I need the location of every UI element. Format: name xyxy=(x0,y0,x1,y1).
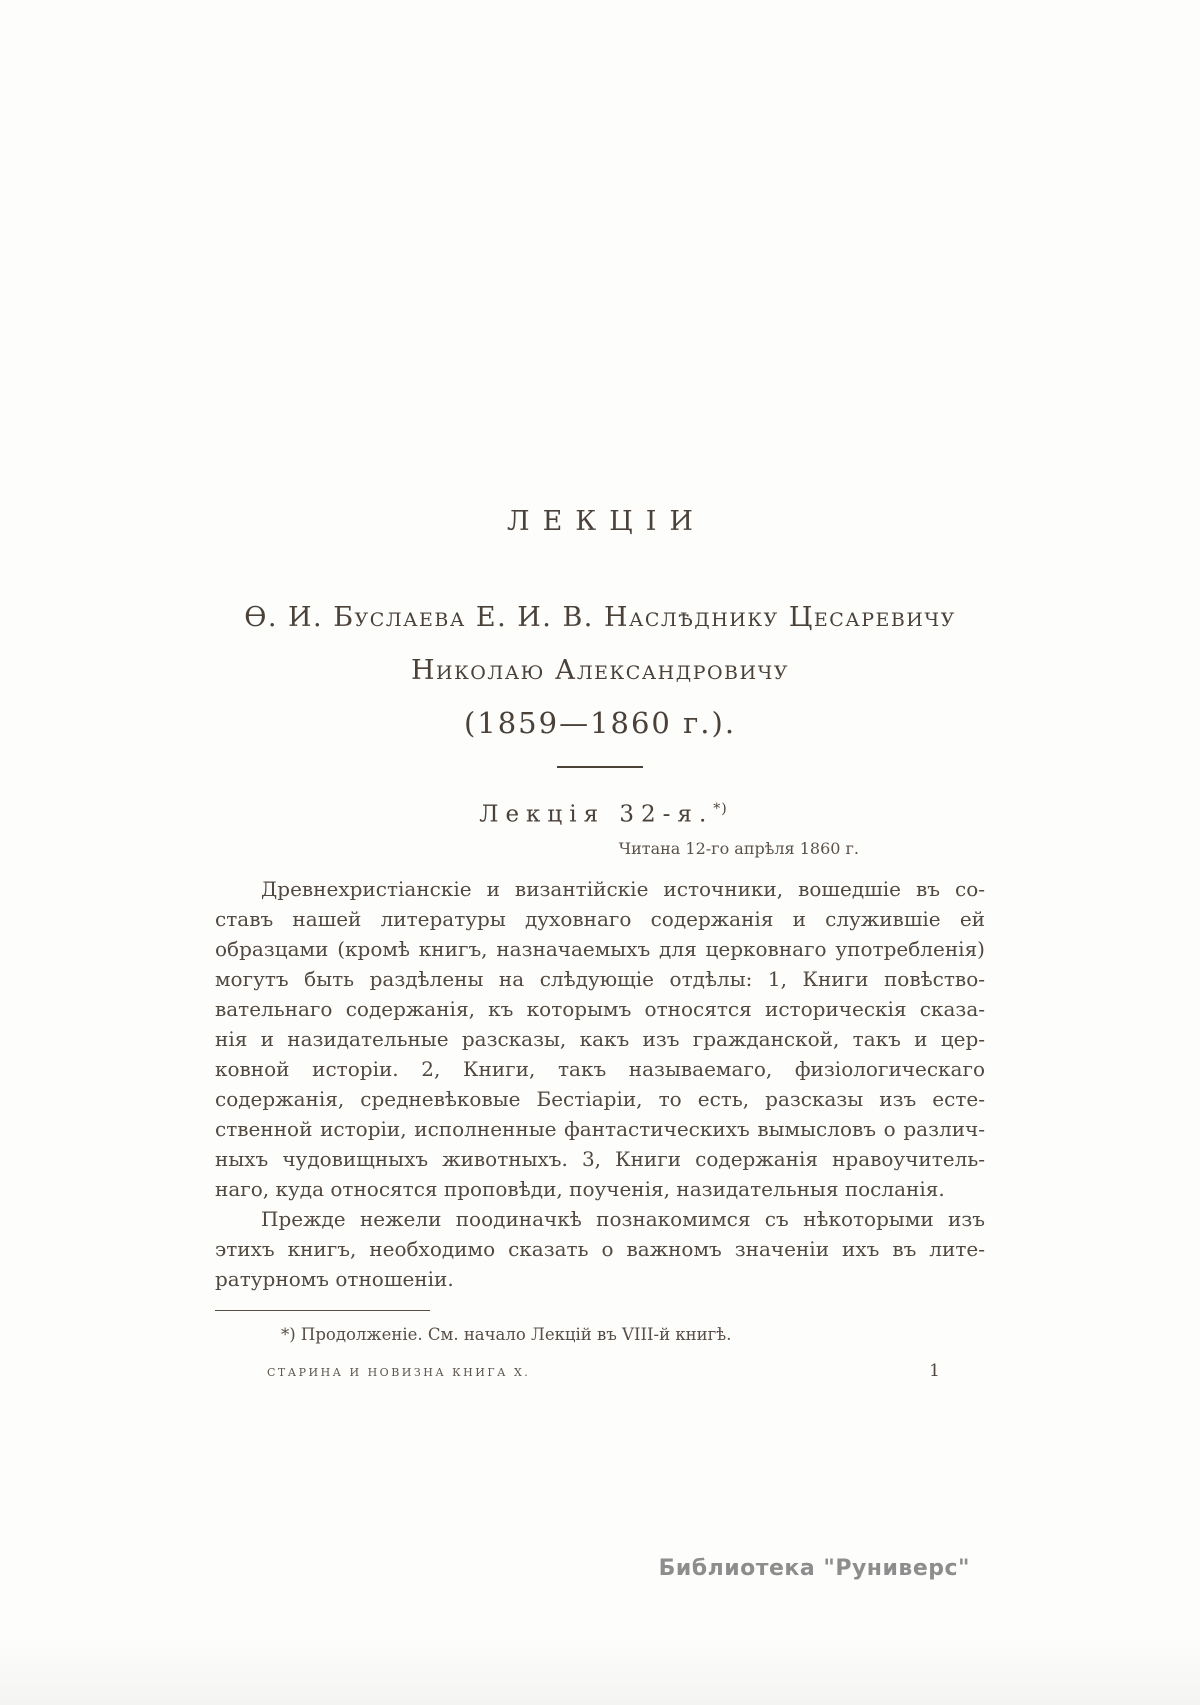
series-title: СТАРИНА И НОВИЗНА КНИГА X. xyxy=(267,1365,531,1379)
footnote-text: *) Продолженіе. См. начало Лекцій въ VIII-й книгѣ. xyxy=(281,1324,732,1344)
footnote-divider xyxy=(215,1310,430,1311)
body-line: ставъ нашей литературы духовнаго содержанія и служившіе ей xyxy=(215,906,985,931)
body-line: ратурномъ отношеніи. xyxy=(215,1266,454,1291)
lecture-footnote-marker: *) xyxy=(713,801,728,817)
body-text xyxy=(215,874,985,1294)
body-line: Древнехристіанскіе и византійскіе источники, вошедшіе въ со- xyxy=(261,876,985,901)
body-line: этихъ книгъ, необходимо сказать о важномъ значеніи ихъ въ лите- xyxy=(215,1236,985,1261)
section-divider xyxy=(557,766,643,768)
lecture-title: Лекція 32-я. xyxy=(479,801,714,828)
dedication-years: (1859—1860 г.). xyxy=(463,706,737,740)
body-line: ственной исторіи, исполненные фантастическихъ вымысловъ о различ- xyxy=(215,1116,985,1141)
body-line: нія и назидательные разсказы, какъ изъ гражданской, такъ и цер- xyxy=(215,1026,985,1051)
body-line: ныхъ чудовищныхъ животныхъ. 3, Книги содержанія нравоучитель- xyxy=(215,1146,985,1171)
body-line: образцами (кромѣ книгъ, назначаемыхъ для церковнаго употребленія) xyxy=(215,936,985,961)
body-line: ковной исторіи. 2, Книги, такъ называемаго, физіологическаго xyxy=(215,1056,985,1081)
read-date-note: Читана 12-го апрѣля 1860 г. xyxy=(618,838,859,858)
text-block xyxy=(215,505,985,1381)
runivers-library-watermark: Библиотека "Руниверс" xyxy=(658,1556,970,1581)
body-line: вательнаго содержанія, къ которымъ относятся историческія сказа- xyxy=(215,996,985,1021)
body-line: наго, куда относятся проповѣди, поученія, назидательныя посланія. xyxy=(215,1176,945,1201)
body-line: Прежде нежели поодиначкѣ познакомимся съ нѣкоторыми изъ xyxy=(261,1206,985,1231)
page-footer xyxy=(215,1361,985,1381)
page-number: 1 xyxy=(929,1360,940,1381)
page-title: ЛЕКЦІИ xyxy=(507,506,706,537)
body-line: содержанія, средневѣковые Бестіаріи, то есть, разсказы изъ есте- xyxy=(215,1086,985,1111)
dedication-heading xyxy=(215,591,985,750)
dedication-line-2: Николаю Александровичу xyxy=(410,655,790,686)
dedication-line-1: Ѳ. И. Буслаева Е. И. В. Наслѣднику Цесаревичу xyxy=(244,602,956,633)
lecture-heading xyxy=(215,794,985,830)
body-line: могутъ быть раздѣлены на слѣдующіе отдѣлы: 1, Книги повѣство- xyxy=(215,966,985,991)
